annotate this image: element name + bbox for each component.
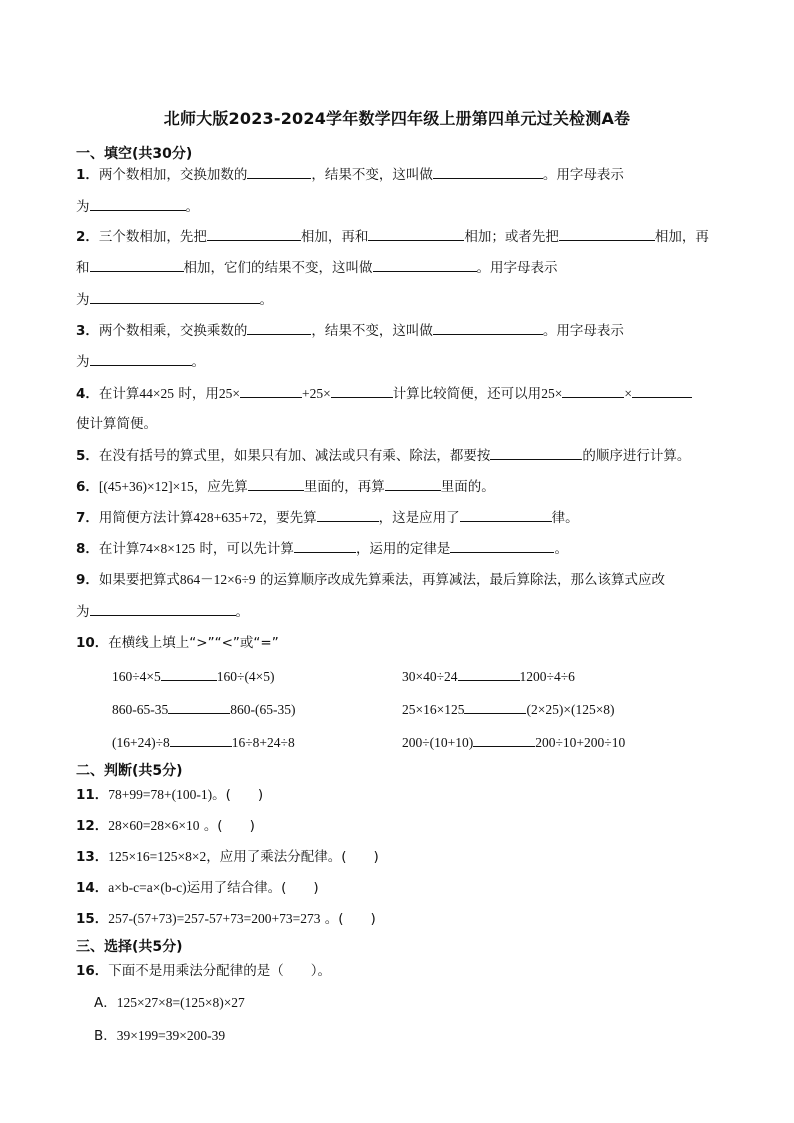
question-2-line-3 xyxy=(76,290,273,309)
question-text: 相加，它们的结果不变，这叫做 xyxy=(183,260,373,276)
question-text: 。 xyxy=(554,541,568,557)
question-number: 3． xyxy=(76,323,99,339)
compare-item: (16+24)÷8 16÷8+24÷8 xyxy=(112,735,295,750)
compare-item: 860-65-35 860-(65-35) xyxy=(112,702,296,717)
math-expression: 74×8×125 xyxy=(139,541,196,556)
question-text: 。 xyxy=(259,292,273,308)
answer-blank[interactable] xyxy=(433,321,543,335)
answer-blank[interactable] xyxy=(170,733,232,747)
question-text: 两个数相加，交换加数的 xyxy=(98,167,248,183)
question-text: ，运用的定律是 xyxy=(355,541,451,557)
question-4-line-1 xyxy=(76,384,692,403)
question-text: 为 xyxy=(76,604,90,620)
question-number: 15． xyxy=(76,911,109,927)
question-number: 9． xyxy=(76,572,99,588)
question-14 xyxy=(76,879,319,897)
option-label: B． xyxy=(94,1028,117,1044)
answer-blank[interactable] xyxy=(90,258,184,272)
question-text: ，应先算 xyxy=(193,479,248,495)
question-number: 1． xyxy=(76,167,99,183)
question-text: 在计算 xyxy=(98,386,140,402)
math-expression: 25× xyxy=(218,386,240,401)
question-text: ，结果不变，这叫做 xyxy=(311,323,433,339)
question-15 xyxy=(76,910,376,928)
question-text: 相加，再和 xyxy=(300,229,369,245)
answer-blank[interactable] xyxy=(458,667,520,681)
question-number: 6． xyxy=(76,479,99,495)
answer-blank[interactable] xyxy=(632,384,692,398)
compare-item: 160÷4×5 160÷(4×5) xyxy=(112,669,275,684)
question-3-line-1 xyxy=(76,321,624,340)
question-5 xyxy=(76,446,690,465)
answer-parentheses[interactable]: 。( ) xyxy=(212,787,264,803)
answer-blank[interactable] xyxy=(460,508,552,522)
question-text: 计算比较简便，还可以用 xyxy=(392,386,542,402)
answer-blank[interactable] xyxy=(294,539,356,553)
question-2-line-1 xyxy=(76,227,709,246)
answer-blank[interactable] xyxy=(331,384,393,398)
question-number: 5． xyxy=(76,448,99,464)
answer-blank[interactable] xyxy=(385,477,441,491)
option-text: 125×27×8=(125×8)×27 xyxy=(116,995,245,1010)
question-text: 时，用 xyxy=(178,386,219,402)
answer-blank[interactable] xyxy=(207,227,301,241)
question-9-line-1 xyxy=(76,571,665,589)
question-number: 16． xyxy=(76,963,109,979)
answer-blank[interactable] xyxy=(317,508,379,522)
answer-parentheses[interactable]: 。( ) xyxy=(324,911,376,927)
compare-item: 25×16×125 (2×25)×(125×8) xyxy=(402,702,615,717)
math-expression: 28×60=28×6×10 xyxy=(108,818,200,833)
question-text: 的运算顺序改成先算乘法，再算减法，最后算除法，那么该算式应改 xyxy=(259,572,665,588)
option-label: A． xyxy=(94,995,117,1011)
question-8 xyxy=(76,539,568,558)
question-9-line-2 xyxy=(76,602,249,621)
answer-blank[interactable] xyxy=(562,384,624,398)
question-13 xyxy=(76,848,379,866)
answer-blank[interactable] xyxy=(450,539,554,553)
answer-blank[interactable] xyxy=(464,700,526,714)
math-expression: 864－12×6÷9 xyxy=(179,572,256,587)
compare-item: 30×40÷24 1200÷4÷6 xyxy=(402,669,575,684)
answer-blank[interactable] xyxy=(368,227,464,241)
answer-blank[interactable] xyxy=(90,290,260,304)
question-text: ，要先算 xyxy=(262,510,317,526)
question-text: 的顺序进行计算。 xyxy=(582,448,691,464)
question-text: 。用字母表示 xyxy=(542,323,624,339)
math-expression: [(45+36)×12]×15 xyxy=(98,479,194,494)
question-text: 相加；或者先把 xyxy=(464,229,559,245)
question-text: 在没有括号的算式里，如果只有加、减法或只有乘、除法，都要按 xyxy=(98,448,491,464)
question-number: 2． xyxy=(76,229,99,245)
question-1-line-1 xyxy=(76,165,624,184)
compare-item: 200÷(10+10) 200÷10+200÷10 xyxy=(402,735,626,750)
answer-blank[interactable] xyxy=(90,602,236,616)
question-text: 三个数相加，先把 xyxy=(98,229,207,245)
question-text: 两个数相乘，交换乘数的 xyxy=(98,323,248,339)
question-10 xyxy=(76,634,279,652)
question-number: 11． xyxy=(76,787,109,803)
answer-parentheses[interactable]: 。( ) xyxy=(203,818,255,834)
question-3-line-2 xyxy=(76,352,205,371)
answer-blank[interactable] xyxy=(490,446,582,460)
question-text: 。 xyxy=(235,604,249,620)
math-expression: 78+99=78+(100-1) xyxy=(108,787,213,802)
question-text: 为 xyxy=(76,199,90,215)
question-6 xyxy=(76,477,495,496)
question-1-line-2 xyxy=(76,197,199,216)
section-choice-heading: 三、选择(共5分) xyxy=(76,939,183,955)
math-expression: × xyxy=(624,386,632,401)
page-title: 北师大版2023-2024学年数学四年级上册第四单元过关检测A卷 xyxy=(163,109,631,128)
question-number: 13． xyxy=(76,849,109,865)
question-text: 里面的。 xyxy=(440,479,495,495)
answer-blank[interactable] xyxy=(168,700,230,714)
answer-blank[interactable] xyxy=(433,165,543,179)
question-text: 。 xyxy=(185,199,199,215)
question-text: 为 xyxy=(76,292,90,308)
question-11 xyxy=(76,786,263,804)
question-text: 为 xyxy=(76,354,90,370)
question-text: ，结果不变，这叫做 xyxy=(311,167,433,183)
option-a[interactable] xyxy=(94,994,245,1012)
question-number: 10． xyxy=(76,635,109,651)
answer-blank[interactable] xyxy=(90,197,186,211)
section-judge-heading: 二、判断(共5分) xyxy=(76,763,183,779)
question-text: 律。 xyxy=(551,510,579,526)
question-number: 4． xyxy=(76,386,99,402)
answer-blank[interactable] xyxy=(373,258,477,272)
question-text: 在计算 xyxy=(98,541,140,557)
question-text: 时，可以先计算 xyxy=(199,541,294,557)
question-number: 12． xyxy=(76,818,109,834)
answer-blank[interactable] xyxy=(473,733,535,747)
answer-blank[interactable] xyxy=(247,321,311,335)
question-12 xyxy=(76,817,255,835)
option-b[interactable] xyxy=(94,1027,225,1045)
answer-blank[interactable] xyxy=(248,477,304,491)
question-text: 用简便方法计算 xyxy=(98,510,194,526)
section-fill-in-heading: 一、填空(共30分) xyxy=(76,146,193,162)
question-16 xyxy=(76,962,331,980)
option-text: 39×199=39×200-39 xyxy=(116,1028,226,1043)
math-expression: 44×25 xyxy=(139,386,175,401)
question-4-line-2 xyxy=(76,415,157,433)
answer-parentheses[interactable]: 运用了结合律。( ) xyxy=(186,880,319,896)
question-text: ，这是应用了 xyxy=(378,510,460,526)
answer-blank[interactable] xyxy=(559,227,655,241)
answer-blank[interactable] xyxy=(161,667,217,681)
math-expression: 257-(57+73)=257-57+73=200+73=273 xyxy=(108,911,321,926)
question-number: 8． xyxy=(76,541,99,557)
answer-blank[interactable] xyxy=(240,384,302,398)
question-text: 使计算简便。 xyxy=(76,416,157,432)
math-expression: 125×16=125×8×2 xyxy=(108,849,207,864)
question-text: 。 xyxy=(191,354,205,370)
answer-blank[interactable] xyxy=(247,165,311,179)
question-text: 在横线上填上“>”“<”或“=” xyxy=(108,635,279,651)
question-text: 里面的，再算 xyxy=(303,479,385,495)
question-text: 下面不是用乘法分配律的是（ ）。 xyxy=(108,963,332,979)
question-number: 7． xyxy=(76,510,99,526)
question-text: 和 xyxy=(76,260,90,276)
math-expression: +25× xyxy=(301,386,331,401)
question-text: 如果要把算式 xyxy=(98,572,180,588)
question-7 xyxy=(76,508,579,527)
question-text: 。用字母表示 xyxy=(542,167,624,183)
math-expression: 25× xyxy=(541,386,563,401)
question-2-line-2 xyxy=(76,258,558,277)
math-expression: 428+635+72 xyxy=(193,510,263,525)
answer-blank[interactable] xyxy=(90,352,192,366)
question-text: 相加，再 xyxy=(654,229,709,245)
math-expression: a×b-c=a×(b-c) xyxy=(108,880,187,895)
answer-parentheses[interactable]: ，应用了乘法分配律。( ) xyxy=(206,849,379,865)
question-text: 。用字母表示 xyxy=(476,260,558,276)
question-number: 14． xyxy=(76,880,109,896)
